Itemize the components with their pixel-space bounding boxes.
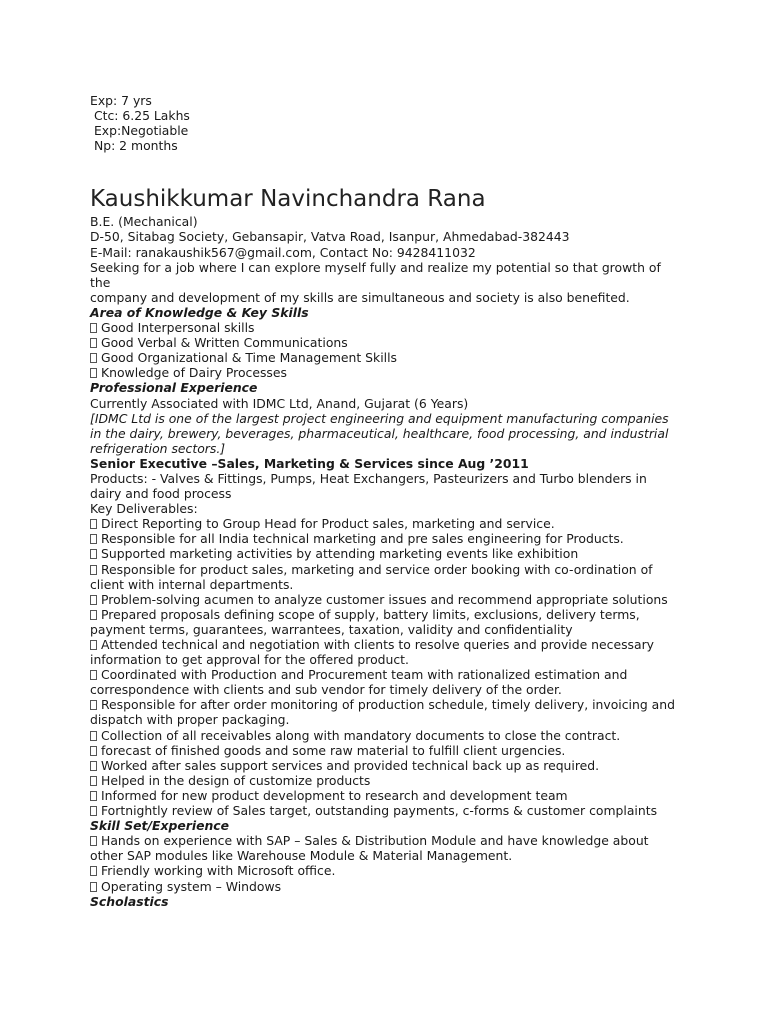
list-item: Problem-solving acumen to analyze customer issues and recommend appropriate solutions (90, 592, 680, 607)
experience-heading: Professional Experience (90, 380, 258, 396)
list-item: Knowledge of Dairy Processes (90, 365, 680, 380)
bullet-icon (90, 610, 97, 620)
bullet-icon (90, 338, 97, 348)
bullet-icon (90, 519, 97, 529)
bullet-icon (90, 836, 97, 846)
bullet-icon (90, 866, 97, 876)
skills-heading: Area of Knowledge & Key Skills (90, 304, 309, 320)
list-item: Worked after sales support services and provided technical back up as required. (90, 758, 680, 773)
list-item: Responsible for all India technical marketing and pre sales engineering for Products. (90, 531, 680, 546)
deliverables-label: Key Deliverables: (90, 501, 198, 517)
bullet-icon (90, 595, 97, 605)
candidate-name: Kaushikkumar Navinchandra Rana (90, 186, 486, 213)
objective-line-2: company and development of my skills are simultaneous and society is also benefited. (90, 289, 630, 305)
bullet-icon (90, 565, 97, 575)
degree: B.E. (Mechanical) (90, 214, 198, 230)
list-item: Responsible for product sales, marketing and service order booking with co-ordination of client with internal departments. (90, 561, 653, 592)
list-item: Supported marketing activities by attending marketing events like exhibition (90, 546, 680, 561)
list-item: Collection of all receivables along with mandatory documents to close the contract. (90, 728, 680, 743)
bullet-icon (90, 323, 97, 333)
address: D-50, Sitabag Society, Gebansapir, Vatva Road, Isanpur, Ahmedabad-382443 (90, 229, 570, 245)
bullet-icon (90, 791, 97, 801)
bullet-icon (90, 746, 97, 756)
list-item: Operating system – Windows (90, 879, 680, 894)
notice-period: Np: 2 months (90, 138, 178, 154)
bullet-icon (90, 353, 97, 363)
list-item: Attended technical and negotiation with clients to resolve queries and provide necessary information to get approval for the offered product. (90, 637, 655, 668)
bullet-icon (90, 534, 97, 544)
contact-info: E-Mail: ranakaushik567@gmail.com, Contact No: 9428411032 (90, 244, 476, 260)
list-item: Responsible for after order monitoring of production schedule, timely delivery, invoicing and dispatch with proper packaging. (90, 697, 675, 728)
bullet-icon (90, 640, 97, 650)
list-item: Coordinated with Production and Procurement team with rationalized estimation and correspondence with clients and sub vendor for timely delivery of the order. (90, 667, 628, 698)
job-role: Senior Executive –Sales, Marketing & Services since Aug ’2011 (90, 455, 529, 471)
expected-ctc: Exp:Negotiable (90, 123, 189, 139)
objective-line-1: Seeking for a job where I can explore myself fully and realize my potential so that growth of the (90, 259, 661, 290)
bullet-icon (90, 761, 97, 771)
list-item: Friendly working with Microsoft office. (90, 863, 680, 878)
scholastics-heading: Scholastics (90, 893, 169, 909)
list-item: forecast of finished goods and some raw material to fulfill client urgencies. (90, 743, 680, 758)
bullet-icon (90, 700, 97, 710)
skillset-heading: Skill Set/Experience (90, 818, 230, 834)
bullet-icon (90, 670, 97, 680)
products: Products: - Valves & Fittings, Pumps, Heat Exchangers, Pasteurizers and Turbo blenders in dairy and food process (90, 470, 647, 502)
bullet-icon (90, 731, 97, 741)
bullet-icon (90, 776, 97, 786)
current-employer: Currently Associated with IDMC Ltd, Anand, Gujarat (6 Years) (90, 395, 469, 411)
deliverables-list (90, 516, 680, 818)
bullet-icon (90, 368, 97, 378)
list-item: Informed for new product development to research and development team (90, 788, 680, 803)
list-item: Direct Reporting to Group Head for Product sales, marketing and service. (90, 516, 680, 531)
experience-years: Exp: 7 yrs (90, 93, 152, 108)
list-item: Hands on experience with SAP – Sales & Distribution Module and have knowledge about other SAP modules like Warehouse Module & Material Management. (90, 833, 649, 864)
list-item: Good Organizational & Time Management Skills (90, 350, 680, 365)
bullet-icon (90, 882, 97, 892)
ctc: Ctc: 6.25 Lakhs (90, 108, 190, 124)
bullet-icon (90, 806, 97, 816)
list-item: Good Interpersonal skills (90, 320, 680, 335)
list-item: Good Verbal & Written Communications (90, 335, 680, 350)
skills-list (90, 320, 680, 380)
summary-block (90, 93, 680, 153)
skillset-list (90, 833, 680, 893)
resume-page (90, 93, 680, 909)
list-item: Prepared proposals defining scope of supply, battery limits, exclusions, delivery terms, payment terms, guarantees, warrantees, taxation, validity and confidentiality (90, 606, 640, 637)
list-item: Helped in the design of customize products (90, 773, 680, 788)
bullet-icon (90, 549, 97, 559)
list-item: Fortnightly review of Sales target, outstanding payments, c-forms & customer complaints (90, 803, 680, 818)
company-description: [IDMC Ltd is one of the largest project engineering and equipment manufacturing companies in the dairy, brewery, beverages, pharmaceutical, healthcare, food processing, and industrial refrigeration sectors.] (90, 410, 669, 456)
